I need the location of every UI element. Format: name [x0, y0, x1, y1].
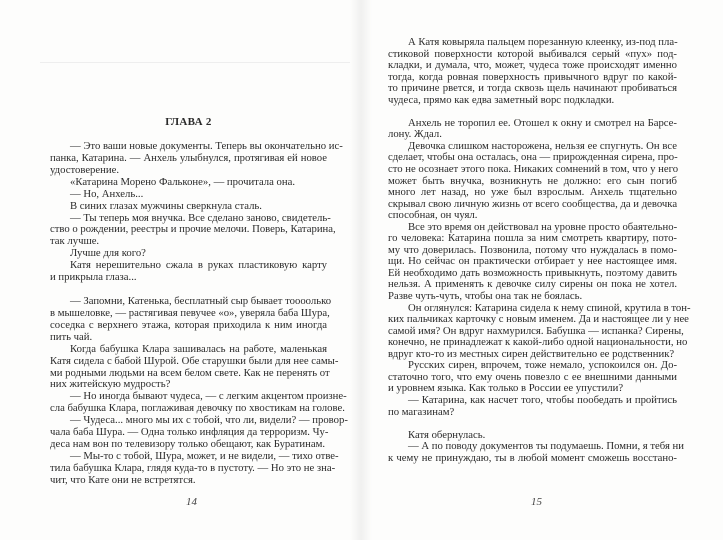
text-line: то причине рвется, и тогда сквозь щель начинают пробиваться: [388, 82, 677, 95]
paragraph: [50, 189, 327, 201]
text-line: так лучше.: [50, 235, 100, 248]
text-line: ство о рождении, реестры и прочие мелочи. Поверь, Катарина,: [50, 223, 336, 236]
text-line: Анхель не торопил ее. Отошел к окну и смотрел на Барсе-: [408, 116, 677, 129]
chapter-title: ГЛАВА 2: [165, 116, 212, 128]
text-line: щи. Но сейчас он практически отбирает у нее настоящее имя.: [388, 255, 677, 268]
text-line: стиковой поверхности которой выбивался серый «пух» под-: [388, 47, 677, 60]
text-section: [50, 140, 343, 284]
text-line: вдруг кто-то из местных сирен действительно ее родственник?: [388, 347, 675, 360]
text-section: [388, 37, 677, 106]
text-line: Катя нерешительно сжала в руках пластиковую карту: [70, 259, 327, 272]
text-line: может быть внучка, возникнуть не должно: его сын погиб: [388, 174, 677, 187]
left-page-text: [50, 140, 348, 487]
paragraph: [388, 360, 677, 395]
right-page-text: [388, 36, 691, 464]
text-line: — Но иногда бывают чудеса, — с легким акцентом произне-: [70, 390, 347, 403]
paragraph: [50, 260, 327, 284]
paragraph: [50, 201, 327, 213]
text-line: статочно того, что ему очень повезло с ее внешними данными: [388, 370, 677, 383]
text-line: сто не осознает этого пока. Никаких сомнений в том, что у него: [388, 163, 679, 176]
text-line: Когда бабушка Клара зашивалась на работе, маленькая: [70, 342, 327, 355]
text-line: лону. Ждал.: [388, 128, 442, 141]
text-line: «Катарина Морено Фальконе», — прочитала она.: [70, 175, 296, 188]
text-line: панка, Катарина. — Анхель улыбнулся, протягивая ей новое: [50, 151, 327, 164]
book-spine-fold: [350, 0, 372, 540]
text-line: — Это ваши новые документы. Теперь вы окончательно ис-: [70, 140, 343, 152]
text-line: — Катарина, как насчет того, чтобы пообедать и пройтись: [408, 393, 677, 406]
text-line: Лучше для кого?: [70, 247, 146, 260]
text-line: соседка с верхнего этажа, которая приходила к ним иногда: [50, 318, 327, 331]
text-line: много лет назад, но уже был взрослым. Анхель тщательно: [388, 186, 677, 199]
paragraph: [50, 342, 339, 392]
text-line: Девочка слишком насторожена, нельзя ее спугнуть. Он все: [408, 139, 677, 152]
paragraph: [388, 301, 691, 361]
page-number-right: 15: [531, 496, 542, 508]
text-line: кладки, и думала, что, может, чудеса тоже происходят именно: [388, 59, 677, 72]
text-section: [388, 116, 691, 418]
text-line: чала баба Шура. — Одна только инфляция да терроризм. Чу-: [50, 426, 329, 439]
text-line: к чему не принуждаю, ты в любой момент сможешь восстано-: [388, 451, 677, 464]
text-line: Катя обернулась.: [408, 428, 486, 441]
text-line: и уровнем языка. Как только в России ее упустили?: [388, 382, 624, 395]
text-line: — Запомни, Катенька, бесплатный сыр бывает тоооолько: [70, 294, 332, 307]
text-line: Ей необходимо дать возможность привыкнуть, поэтому давить: [388, 266, 677, 279]
text-line: В синих глазах мужчины сверкнула сталь.: [70, 199, 262, 212]
text-line: Он оглянулся: Катарина сидела к нему спиной, крутила в тон-: [408, 301, 691, 314]
paragraph: [388, 118, 677, 141]
text-line: А Катя ковыряла пальцем порезанную клеенку, из-под пла-: [408, 36, 678, 48]
paragraph: [388, 37, 677, 106]
text-line: му что доверилась. Позвонила, потому что нуждалась в помо-: [388, 243, 677, 256]
text-line: — Мы-то с тобой, Шура, может, и не видели, — тихо отве-: [70, 449, 339, 462]
text-line: пить чай.: [50, 330, 93, 343]
text-line: ми родными людьми на всем белом свете. Как не перенять от: [50, 366, 330, 379]
text-line: Русских сирен, впрочем, тоже немало, успокоился он. До-: [408, 359, 677, 372]
text-line: — Ты теперь моя внучка. Все сделано заново, свидетель-: [70, 211, 331, 224]
text-section: [50, 294, 348, 487]
text-line: тила бабушка Клара, глядя куда-то в пустоту. — Но это не зна-: [50, 461, 336, 474]
text-line: Все это время он действовал на уровне просто обаятельно-: [408, 220, 678, 233]
paragraph: [50, 177, 327, 189]
text-line: скрывал свою личную жизнь от всего сообщества, да и девочка: [388, 197, 678, 210]
text-line: го человека: Катарина пошла за ним смотреть квартиру, пото-: [388, 232, 677, 245]
text-line: конечно, не принадлежат к какой-либо одной национальности, но: [388, 336, 688, 349]
text-line: самой имя? Он вдруг нахмурился. Бабушка — испанка? Сирены,: [388, 324, 684, 337]
text-line: в мышеловке, — растягивая певучее «о», уверяла баба Шура,: [50, 306, 330, 319]
paragraph: [50, 414, 348, 451]
text-line: удостоверение.: [50, 163, 120, 176]
paragraph: [388, 222, 677, 303]
text-line: чудеса, прямо как едва заметный ворс подкладки.: [388, 93, 615, 106]
text-line: сла бабушка Клара, поглаживая девочку по хвостикам на голове.: [50, 402, 345, 415]
text-line: — Чудеса... много мы их с тобой, что ли, видели? — провор-: [70, 414, 348, 427]
text-line: и прикрыла глаза...: [50, 271, 137, 284]
paragraph: [50, 390, 347, 415]
text-line: чит, что Кате они не встретятся.: [50, 473, 196, 486]
paragraph: [50, 449, 339, 487]
text-line: — Но, Анхель...: [70, 187, 144, 200]
text-line: нельзя. А применять к девочке силу сирены он пока не хотел.: [388, 278, 677, 291]
text-section: [388, 428, 684, 465]
text-line: тогда, когда ровная поверхность привычного вдруг по какой-: [388, 70, 677, 83]
paragraph: [388, 395, 677, 418]
paragraph: [388, 440, 684, 464]
text-line: Катя сидела с бабой Шурой. Обе старушки были для нее самы-: [50, 354, 339, 367]
paragraph: [50, 211, 336, 249]
paragraph: [50, 294, 332, 344]
page-number-left: 14: [186, 496, 197, 508]
text-line: ких пальчиках карточку с новым именем. Да и настоящее ли у нее: [388, 313, 689, 326]
text-line: сделает, чтобы она осталась, она — прирожденная сирена, про-: [388, 151, 678, 164]
text-line: — А по поводу документов ты подумаешь. Помни, я тебя ни: [408, 440, 684, 453]
text-line: способная, он чуял.: [388, 209, 478, 222]
paragraph: [50, 140, 343, 177]
header-rule: [40, 62, 350, 63]
text-line: них житейскую мудрость?: [50, 378, 171, 391]
text-line: по магазинам?: [388, 405, 455, 418]
paragraph: [388, 141, 677, 222]
text-line: Разве чуть-чуть, чтобы она так не боялась.: [388, 290, 583, 303]
text-line: деса нам вон по телевизору только обещают, как Буратинам.: [50, 438, 326, 451]
